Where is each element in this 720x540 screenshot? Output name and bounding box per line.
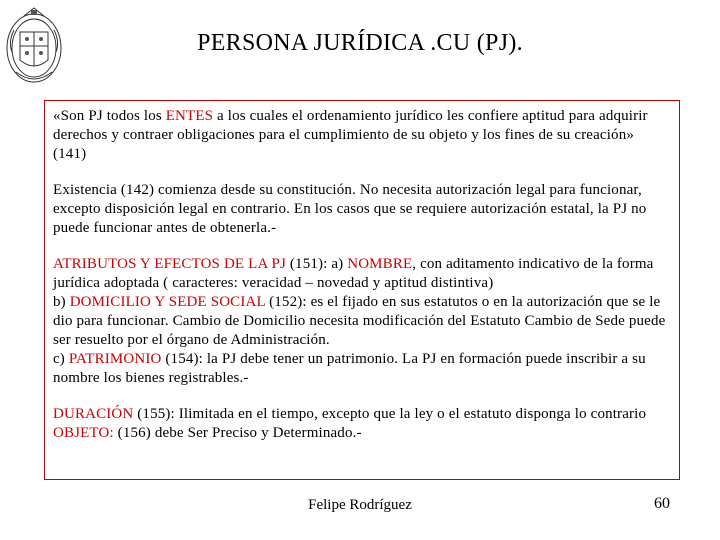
atributos-a-prefix: (151): a) xyxy=(286,256,348,272)
atributos-c-prefix: c) xyxy=(53,351,69,367)
atributos-heading: ATRIBUTOS Y EFECTOS DE LA PJ xyxy=(53,256,286,272)
duracion-paragraph xyxy=(53,405,671,443)
atributos-b-prefix: b) xyxy=(53,294,70,310)
definition-after: a los cuales el ordenamiento jurídico les confiere aptitud para adquirir derechos y contraer obligaciones para el cumplimiento de su objeto y los fines de su creación» (141) xyxy=(53,108,648,162)
page-number: 60 xyxy=(654,495,670,512)
atributos-paragraph xyxy=(53,255,671,388)
duracion-text: (155): Ilimitada en el tiempo, excepto que la ley o el estatuto disponga lo contrario xyxy=(133,406,647,422)
footer-author: Felipe Rodríguez xyxy=(308,497,412,513)
definition-before: «Son PJ todos los xyxy=(53,108,166,124)
objeto-term: OBJETO: xyxy=(53,425,114,441)
objeto-text: (156) debe Ser Preciso y Determinado.- xyxy=(113,425,362,441)
definition-paragraph xyxy=(53,107,671,164)
slide-title: PERSONA JURÍDICA .CU (PJ). xyxy=(197,30,523,56)
content-box xyxy=(44,100,680,480)
duracion-term: DURACIÓN xyxy=(53,406,134,422)
atributos-c-rest: (154): la PJ debe tener un patrimonio. La PJ en formación puede inscribir a su nombre los bienes registrables.- xyxy=(53,351,646,386)
existencia-paragraph: Existencia (142) comienza desde su constitución. No necesita autorización legal para funcionar, excepto disposición legal en contrario. En los casos que se requiere autorización estatal, la PJ no puede funcionar antes de obtenerla.- xyxy=(53,182,647,236)
domicilio-term: DOMICILIO Y SEDE SOCIAL xyxy=(69,294,266,310)
entes-term: ENTES xyxy=(165,108,214,124)
patrimonio-term: PATRIMONIO xyxy=(68,351,162,367)
atributos-a-rest: , con aditamento indicativo de la forma jurídica adoptada ( caracteres: veracidad – novedad y aptitud distintiva) xyxy=(53,256,654,291)
atributos-b-rest: (152): es el fijado en sus estatutos o en la autorización que se le dio para funcionar. Cambio de Domicilio necesita modificación del Estatuto Cambio de Sede puede ser resuelto por el órgano de Administración. xyxy=(53,294,666,348)
nombre-term: NOMBRE xyxy=(347,256,413,272)
